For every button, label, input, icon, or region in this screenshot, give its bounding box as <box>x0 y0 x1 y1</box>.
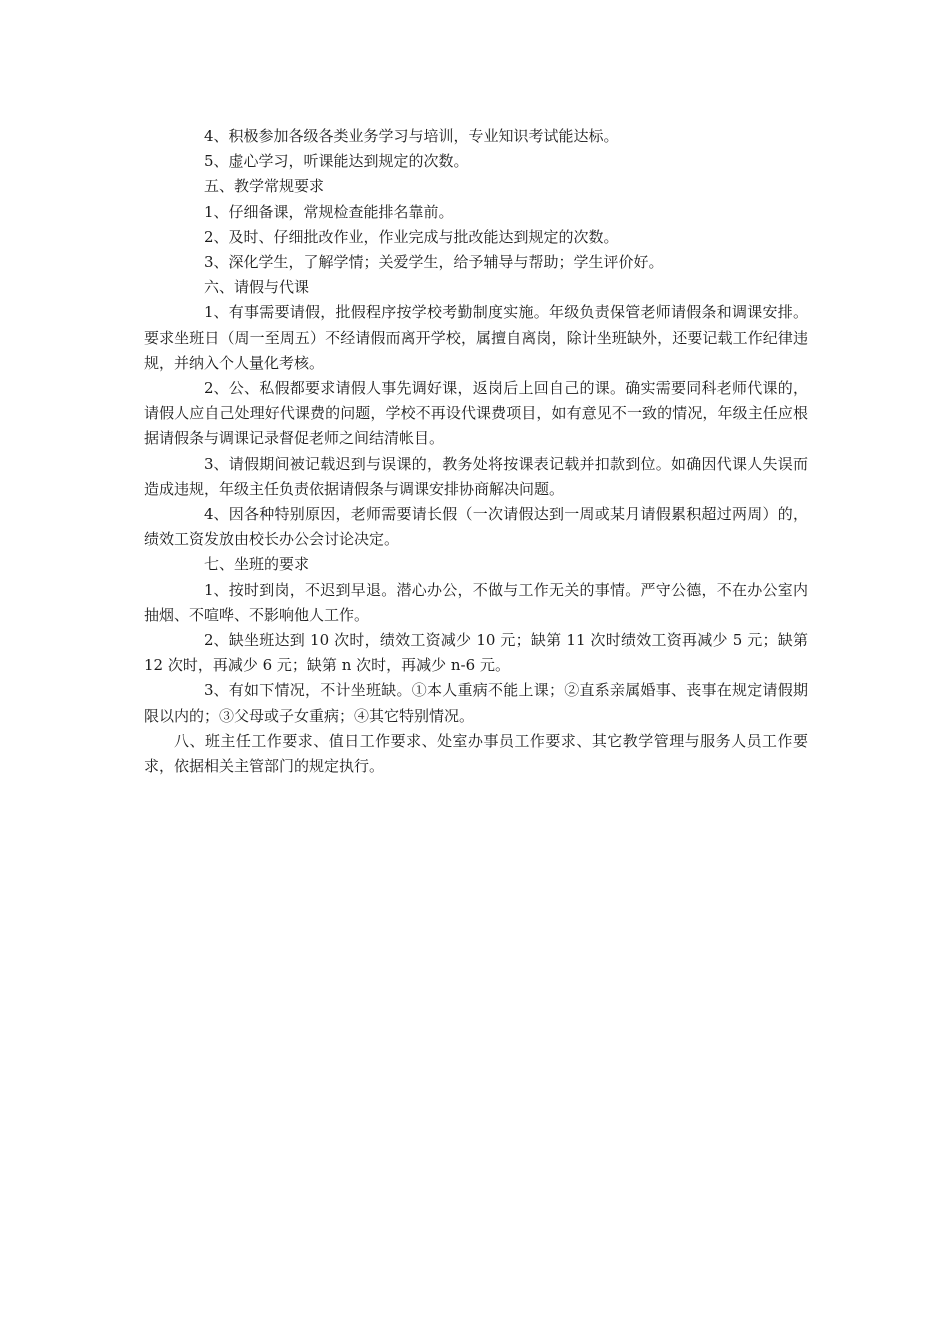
paragraph <box>144 149 808 174</box>
document-body <box>144 124 808 779</box>
section-title: 请假与代课 <box>234 278 310 297</box>
item-number: 2、 <box>204 631 229 650</box>
paragraph <box>144 225 808 250</box>
paragraph-text: 积极参加各级各类业务学习与培训，专业知识考试能达标。 <box>228 127 619 145</box>
item-number: 1、 <box>204 202 229 221</box>
item-number: 4、 <box>204 127 229 145</box>
paragraph-text: 按时到岗，不迟到早退。潜心办公，不做与工作无关的事情。严守公德，不在办公室内抽烟、不喧哗、不影响他人工作。 <box>144 580 808 624</box>
paragraph-text: 公、私假都要求请假人事先调好课，返岗后上回自己的课。确实需要同科老师代课的，请假人应自己处理好代课费的问题，学校不再设代课费项目，如有意见不一致的情况，年级主任应根据请假条与调课记录督促老师之间结清帐目。 <box>144 379 808 448</box>
paragraph <box>144 200 808 225</box>
section-number: 六、 <box>204 278 235 297</box>
item-number: 1、 <box>204 303 229 322</box>
paragraph-text: 请假期间被记载迟到与误课的，教务处将按课表记载并扣款到位。如确因代课人失误而造成违规，年级主任负责依据请假条与调课安排协商解决问题。 <box>144 454 808 498</box>
paragraph-text: 仔细备课，常规检查能排名靠前。 <box>228 202 454 221</box>
paragraph-text: 有如下情况，不计坐班缺。①本人重病不能上课；②直系亲属婚事、丧事在规定请假期限以内的；③父母或子女重病；④其它特别情况。 <box>144 681 808 725</box>
paragraph <box>144 678 808 728</box>
section-title: 教学常规要求 <box>234 177 325 196</box>
paragraph-text: 八、班主任工作要求、值日工作要求、处室办事员工作要求、其它教学管理与服务人员工作要求，依据相关主管部门的规定执行。 <box>144 731 808 776</box>
paragraph <box>144 628 808 678</box>
paragraph <box>144 578 808 628</box>
paragraph-text: 因各种特别原因，老师需要请长假（一次请假达到一周或某月请假累积超过两周）的，绩效工资发放由校长办公会讨论决定。 <box>144 505 808 549</box>
paragraph <box>144 124 808 149</box>
paragraph <box>144 376 808 452</box>
section-number: 七、 <box>204 555 235 574</box>
item-number: 5、 <box>204 152 229 171</box>
paragraph-text: 缺坐班达到 10 次时，绩效工资减少 10 元；缺第 11 次时绩效工资再减少 5 元；缺第 12 次时，再减少 6 元；缺第 n 次时，再减少 n-6 元。 <box>144 631 808 675</box>
closing-paragraph <box>144 729 808 779</box>
paragraph <box>144 300 808 376</box>
item-number: 3、 <box>204 454 229 473</box>
section-heading <box>144 275 808 300</box>
section-heading <box>144 174 808 199</box>
paragraph-text: 及时、仔细批改作业，作业完成与批改能达到规定的次数。 <box>228 227 619 246</box>
item-number: 2、 <box>204 379 229 398</box>
section-number: 五、 <box>204 177 235 196</box>
paragraph <box>144 502 808 552</box>
paragraph-text: 深化学生，了解学情；关爱学生，给予辅导与帮助；学生评价好。 <box>228 253 664 272</box>
item-number: 3、 <box>204 681 229 700</box>
item-number: 4、 <box>204 505 229 524</box>
item-number: 1、 <box>204 580 229 599</box>
item-number: 3、 <box>204 253 229 272</box>
section-heading <box>144 552 808 577</box>
paragraph <box>144 250 808 275</box>
paragraph-text: 有事需要请假，批假程序按学校考勤制度实施。年级负责保管老师请假条和调课安排。要求坐班日（周一至周五）不经请假而离开学校，属擅自离岗，除计坐班缺外，还要记载工作纪律违规，并纳入个人量化考核。 <box>144 303 808 372</box>
paragraph-text: 虚心学习，听课能达到规定的次数。 <box>228 152 469 171</box>
item-number: 2、 <box>204 227 229 246</box>
section-title: 坐班的要求 <box>234 555 310 574</box>
paragraph <box>144 452 808 502</box>
